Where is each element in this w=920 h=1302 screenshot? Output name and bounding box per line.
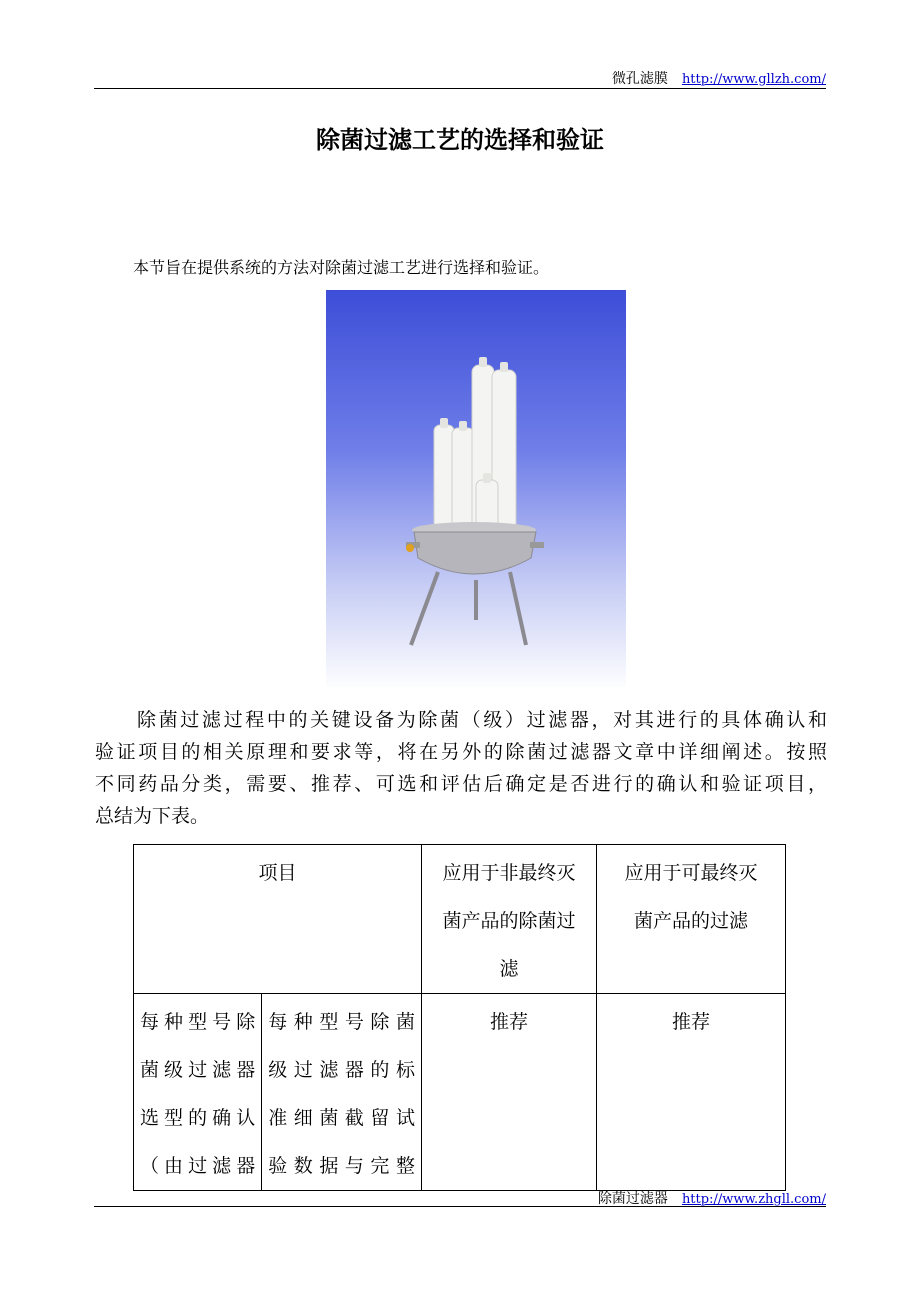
page-header <box>94 62 826 89</box>
filter-housing-illustration <box>326 290 626 690</box>
footer-right <box>598 1188 826 1208</box>
cell-text: 每种型号除菌 <box>268 1011 415 1033</box>
cell-text: 级过滤器的标 <box>268 1059 415 1081</box>
cell-text: 准细菌截留试 <box>268 1107 415 1129</box>
table-row <box>134 994 786 1191</box>
header-text: 滤 <box>499 958 519 980</box>
cell-text: 推荐 <box>489 1011 528 1033</box>
header-site-name: 微孔滤膜 <box>611 71 668 87</box>
page-title: 除菌过滤工艺的选择和验证 <box>316 126 604 154</box>
header-link[interactable]: http://www.gllzh.com/ <box>681 72 826 87</box>
cell-text: 推荐 <box>671 1011 710 1033</box>
cell-text: 验数据与完整 <box>268 1155 415 1177</box>
header-text: 菌产品的过滤 <box>633 910 748 932</box>
header-cell-item <box>134 845 422 994</box>
intro-text: 本节旨在提供系统的方法对除菌过滤工艺进行选择和验证。 <box>133 258 550 277</box>
row-detail-cell <box>262 994 422 1191</box>
row-non-terminal-cell <box>422 994 597 1191</box>
body-paragraph <box>95 704 827 832</box>
header-item-label: 项目 <box>258 862 297 884</box>
footer-link[interactable]: http://www.zhgll.com/ <box>681 1192 826 1207</box>
cell-text: 选型的确认 <box>140 1107 256 1129</box>
row-terminal-cell <box>597 994 786 1191</box>
filter-housing-photo <box>326 290 626 690</box>
paragraph-line: 除菌过滤过程中的关键设备为除菌（级）过滤器，对其进行的具体确认和 <box>137 709 827 731</box>
paragraph-line: 验证项目的相关原理和要求等，将在另外的除菌过滤器文章中详细阐述。按照 <box>95 741 827 763</box>
header-text: 应用于可最终灭 <box>624 862 758 884</box>
row-category-cell <box>134 994 262 1191</box>
header-text: 菌产品的除菌过 <box>442 910 576 932</box>
paragraph-line: 不同药品分类，需要、推荐、可选和评估后确定是否进行的确认和验证项目， <box>95 773 827 795</box>
footer-site-name: 除菌过滤器 <box>597 1191 668 1207</box>
header-right <box>612 68 826 88</box>
paragraph-line: 总结为下表。 <box>95 805 210 827</box>
cell-text: 菌级过滤器 <box>140 1059 256 1081</box>
header-cell-terminal <box>597 845 786 994</box>
validation-table <box>133 844 786 1191</box>
header-text: 应用于非最终灭 <box>442 862 576 884</box>
page-footer <box>94 1184 826 1207</box>
cell-text: （由过滤器 <box>140 1155 256 1177</box>
table-header-row <box>134 845 786 994</box>
header-cell-non-terminal <box>422 845 597 994</box>
cell-text: 每种型号除 <box>140 1011 256 1033</box>
